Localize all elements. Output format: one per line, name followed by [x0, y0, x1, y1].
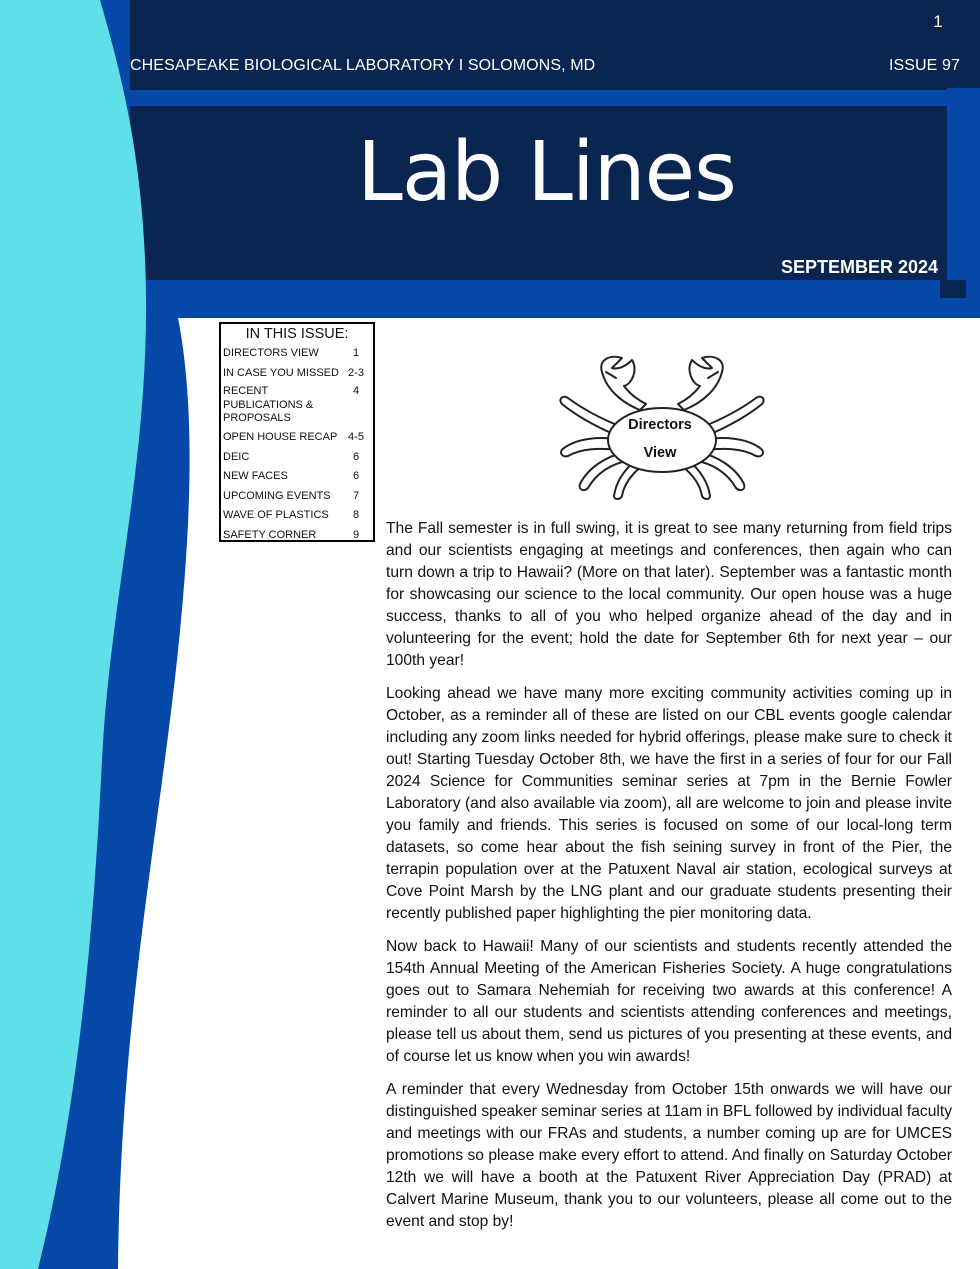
toc-heading: IN THIS ISSUE: [245, 326, 349, 342]
graphic-label-line1: Directors [628, 417, 692, 433]
toc-item-page: 6 [352, 450, 360, 463]
toc-item-title: UPCOMING EVENTS [223, 489, 331, 502]
organization-line: CHESAPEAKE BIOLOGICAL LABORATORY I SOLOMONS, MD [130, 57, 596, 74]
table-of-contents [219, 322, 375, 542]
toc-item-page: 2-3 [348, 366, 364, 379]
page-number: 1 [933, 12, 943, 31]
toc-item-page: 6 [352, 470, 360, 482]
article-paragraph: A reminder that every Wednesday from October 15th onwards we will have our distinguished speaker seminar series at 11am in BFL followed by individual faculty and meetings with our FRAs and students, a number coming up are for UMCES promotions so please make every effort to attend. And finally on Saturday October 12th we will have a booth at the Patuxent River Appreciation Day (PRAD) at Calvert Marine Museum, thank you to our volunteers, please all come out to the event and stop by! [386, 1081, 952, 1230]
graphic-label-line2: View [643, 445, 677, 461]
toc-item-page: 1 [352, 347, 360, 359]
issue-date: SEPTEMBER 2024 [780, 257, 938, 277]
toc-item-page: 8 [352, 509, 360, 521]
header-band [100, 0, 980, 90]
article-paragraph: Now back to Hawaii! Many of our scientists and students recently attended the 154th Annual Meeting of the American Fisheries Society. A huge congratulations goes out to Samara Nehemiah for receiving two awards at this conference! A reminder to all our students and scientists attending conferences and meetings, please tell us about them, send us pictures of you presenting at these events, and of course let us know when you win awards! [386, 938, 952, 1065]
toc-item[interactable] [221, 506, 373, 526]
toc-item-title: DEIC [223, 450, 250, 463]
toc-item[interactable] [221, 526, 373, 546]
toc-item-page: 4 [352, 385, 360, 397]
toc-item[interactable] [221, 344, 373, 364]
article-paragraph: Looking ahead we have many more exciting community activities coming up in October, as a reminder all of these are listed on our CBL events google calendar including any zoom links needed for hybrid offerings, please make sure to check it out! Starting Tuesday October 8th, we have the first in a series of four for our Fall 2024 Science for Communities seminar series at 7pm in the Bernie Fowler Laboratory (and also available via zoom), all are welcome to join and please invite you family and friends. This series is focused on some of our local-long term datasets, so come hear about the fish seining survey in front of the Pier, the terrapin population over at the Patuxent Naval air station, ecological surveys at Cove Point Marsh by the LNG plant and our graduate students presenting their recently published paper highlighting the pier monitoring data. [386, 685, 952, 922]
newsletter-title: Lab Lines [357, 125, 736, 220]
toc-item[interactable] [221, 364, 373, 384]
toc-item-title: OPEN HOUSE RECAP [223, 431, 338, 443]
toc-item[interactable] [221, 487, 373, 507]
toc-item-title: RECENT PUBLICATIONS & PROPOSALS [223, 385, 314, 424]
toc-item-page: 9 [352, 528, 360, 541]
toc-item-title: WAVE OF PLASTICS [223, 509, 329, 521]
toc-item-title: DIRECTORS VIEW [223, 347, 319, 359]
directors-view-graphic [552, 350, 772, 502]
issue-number: ISSUE 97 [888, 57, 960, 74]
toc-item-page: 4-5 [348, 431, 364, 443]
toc-item[interactable] [221, 467, 373, 487]
article-paragraph: The Fall semester is in full swing, it is great to see many returning from field trips and our scientists engaging at meetings and conferences, then again who can turn down a trip to Hawaii? (More on that later). September was a fantastic month for showcasing our science to the local community. Our open house was a huge success, thanks to all of you who helped organize ahead of the day and in volunteering for the event; hold the date for September 6th for next year – our 100th year! [386, 520, 952, 669]
directors-view-article [386, 518, 952, 1244]
toc-item[interactable] [221, 428, 373, 448]
toc-item[interactable] [221, 448, 373, 468]
toc-item-page: 7 [352, 489, 360, 502]
toc-item-title: NEW FACES [223, 470, 288, 482]
toc-item-title: IN CASE YOU MISSED [223, 366, 339, 379]
toc-item[interactable] [221, 383, 373, 428]
toc-item-title: SAFETY CORNER [223, 528, 317, 541]
